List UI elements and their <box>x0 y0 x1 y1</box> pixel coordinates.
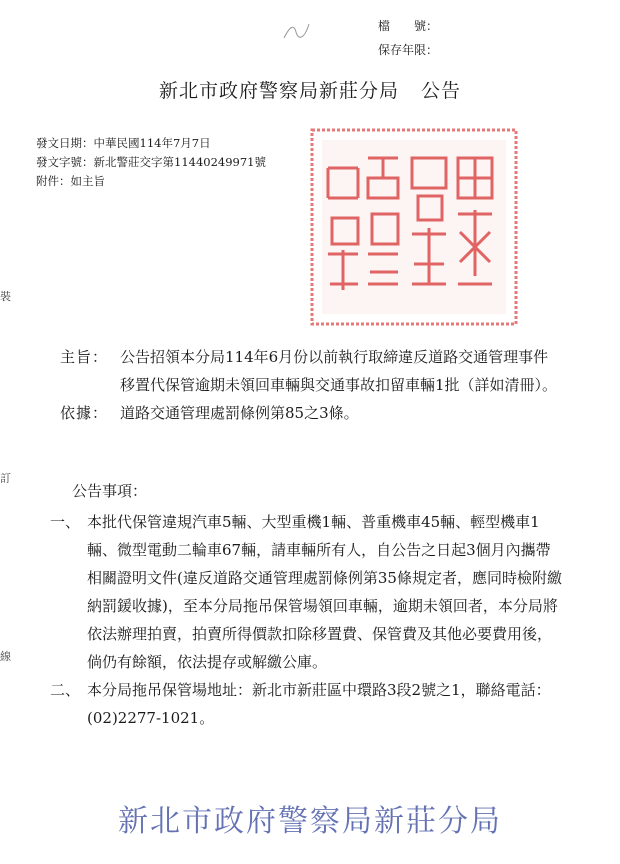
handwritten-mark <box>282 20 312 44</box>
title-doc-type: 公告 <box>421 80 462 102</box>
subject-section <box>60 343 560 399</box>
document-number: 發文字號：新北警莊交字第11440249971號 <box>36 155 266 169</box>
basis-label: 依據： <box>60 404 109 422</box>
notice-item-text: 本批代保管違規汽車5輛、大型重機1輛、普重機車45輛、輕型機車1輛、微型電動二輪車67輛，請車輛所有人，自公告之日起3個月內攜帶相關證明文件(違反道路交通管理處罰條例第35條規定者，應同時檢附繳納罰鍰收據)，至本分局拖吊保管場領回車輛，逾期未領回者，本分局將依法辦理拍賣，拍賣所得價款扣除移置費、保管費及其他必要費用後，倘仍有餘額，依法提存或解繳公庫。 <box>87 513 562 671</box>
notice-heading: 公告事項： <box>72 482 148 500</box>
binding-mark-1: 裝 <box>0 290 11 303</box>
notice-item <box>50 508 562 676</box>
title-agency: 新北市政府警察局新莊分局 <box>158 80 399 102</box>
attachment: 附件：如主旨 <box>36 174 105 188</box>
official-seal <box>308 124 520 330</box>
subject-text: 公告招領本分局114年6月份以前執行取締違反道路交通管理事件移置代保管逾期未領回車輛與交通事故扣留車輛1批（詳如清冊）。 <box>120 348 558 394</box>
subject-label: 主旨： <box>60 348 109 366</box>
issue-date: 發文日期：中華民國114年7月7日 <box>36 136 211 150</box>
binding-mark-2: 訂 <box>0 472 11 485</box>
binding-mark-3: 線 <box>0 650 11 663</box>
basis-section <box>60 399 560 427</box>
notice-item-number: 一、 <box>50 513 81 531</box>
retention-period-label: 保存年限： <box>378 43 439 57</box>
page-title <box>0 76 620 103</box>
archive-info <box>378 14 438 62</box>
announcement-body <box>60 343 560 427</box>
notice-items <box>50 508 562 732</box>
agency-stamp: 新北市政府警察局新莊分局 <box>118 804 502 839</box>
basis-text: 道路交通管理處罰條例第85之3條。 <box>120 404 359 422</box>
notice-item <box>50 676 562 732</box>
notice-item-number: 二、 <box>50 681 81 699</box>
document-meta <box>36 134 266 191</box>
file-number-label: 檔 號： <box>378 19 439 33</box>
notice-item-text: 本分局拖吊保管場地址：新北市新莊區中環路3段2號之1，聯絡電話：(02)2277-1021。 <box>87 681 551 727</box>
